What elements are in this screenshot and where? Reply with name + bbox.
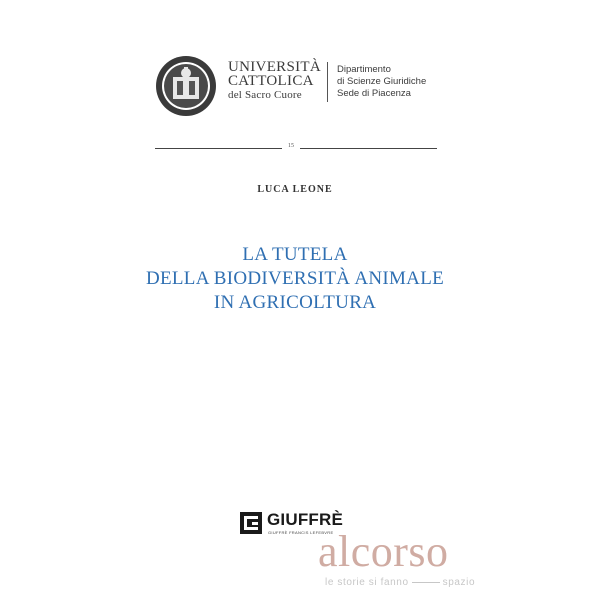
university-name-line3: del Sacro Cuore — [228, 89, 302, 101]
department-name — [337, 64, 426, 100]
header-divider — [327, 62, 328, 102]
department-line3: Sede di Piacenza — [337, 88, 411, 99]
book-author: LUCA LEONE — [257, 184, 333, 195]
book-title-line1: LA TUTELA — [242, 244, 348, 265]
book-title-line3: IN AGRICOLTURA — [213, 292, 377, 313]
university-seal-icon — [155, 55, 217, 117]
book-title-line2: DELLA BIODIVERSITÀ ANIMALE — [145, 268, 445, 289]
watermark-tagline-before: le storie si fanno — [325, 577, 409, 588]
watermark-tagline-gap — [412, 582, 440, 583]
book-title — [130, 243, 460, 315]
watermark-logo: alcorso — [318, 527, 449, 576]
university-name-line1: UNIVERSITÀ — [228, 59, 321, 75]
watermark-tagline — [325, 577, 475, 588]
watermark-tagline-after: spazio — [442, 577, 476, 588]
series-number: 15 — [288, 143, 294, 149]
department-line2: di Scienze Giuridiche — [337, 76, 427, 87]
series-rule-left — [155, 148, 282, 149]
series-rule-right — [300, 148, 437, 149]
university-name — [228, 60, 321, 102]
university-name-line2: CATTOLICA — [228, 73, 314, 89]
publisher-name: GIUFFRÈ — [267, 510, 344, 529]
giuffre-logo-icon — [240, 512, 262, 534]
publisher-subtitle: GIUFFRÈ FRANCIS LEFEBVRE — [268, 530, 334, 535]
department-line1: Dipartimento — [337, 64, 391, 75]
